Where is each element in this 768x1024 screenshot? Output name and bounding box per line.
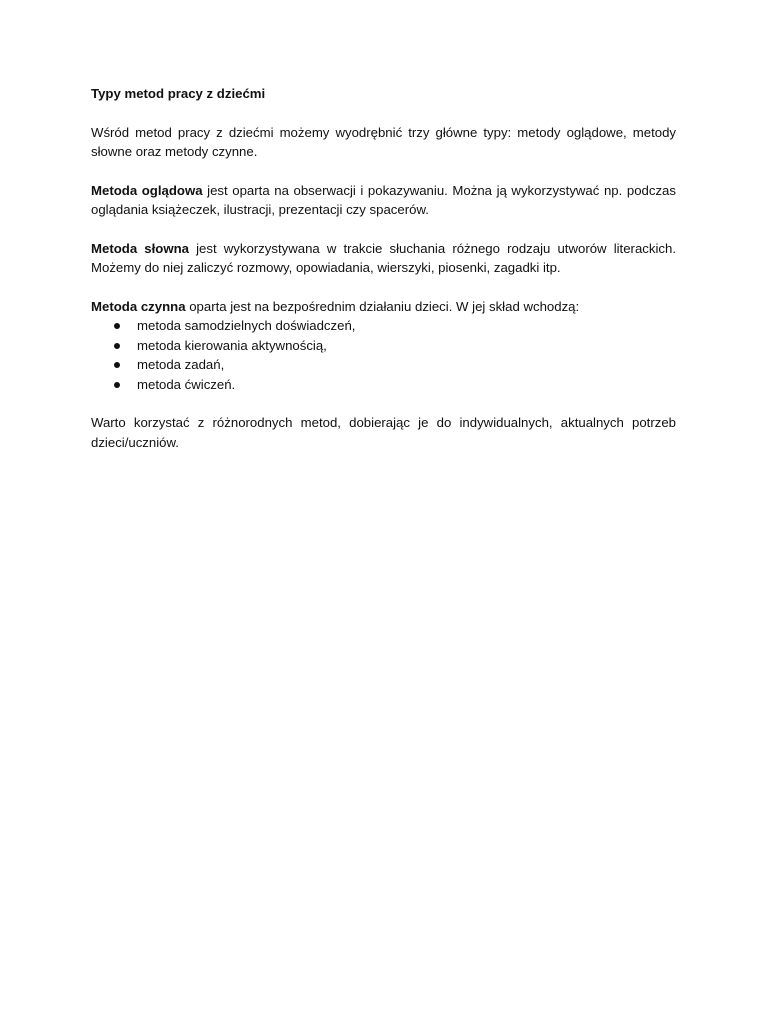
- bullet-icon: [114, 343, 120, 349]
- bullet-icon: [114, 323, 120, 329]
- section-term: Metoda czynna: [91, 298, 186, 314]
- section-term: Metoda słowna: [91, 240, 189, 256]
- section-paragraph: [91, 181, 676, 220]
- list-item: [91, 375, 676, 395]
- section-paragraph: [91, 297, 676, 317]
- section-paragraph: [91, 239, 676, 278]
- section-text: jest oparta na obserwacji i pokazywaniu. Można ją wykorzystywać np. podczas oglądania książeczek, ilustracji, prezentacji czy spacerów.: [91, 182, 676, 217]
- list-item: [91, 355, 676, 375]
- list-item-text: metoda ćwiczeń.: [137, 376, 236, 392]
- intro-paragraph: Wśród metod pracy z dziećmi możemy wyodrębnić trzy główne typy: metody oglądowe, metody słowne oraz metody czynne.: [91, 124, 676, 159]
- bullet-icon: [114, 362, 120, 368]
- document-title: Typy metod pracy z dziećmi: [91, 86, 266, 101]
- section-term: Metoda oglądowa: [91, 182, 203, 198]
- section-text: oparta jest na bezpośrednim działaniu dzieci. W jej skład wchodzą:: [185, 298, 580, 314]
- section-text: jest wykorzystywana w trakcie słuchania różnego rodzaju utworów literackich. Możemy do niej zaliczyć rozmowy, opowiadania, wierszyki, piosenki, zagadki itp.: [91, 240, 676, 275]
- list-item-text: metoda kierowania aktywnością,: [137, 337, 327, 353]
- methods-list: [91, 316, 676, 394]
- list-item: [91, 316, 676, 336]
- list-item-text: metoda zadań,: [137, 357, 225, 372]
- list-item-text: metoda samodzielnych doświadczeń,: [137, 318, 356, 333]
- bullet-icon: [114, 382, 120, 388]
- closing-paragraph: Warto korzystać z różnorodnych metod, dobierając je do indywidualnych, aktualnych potrzeb dzieci/uczniów.: [91, 415, 676, 450]
- document-page: [91, 84, 676, 471]
- list-item: [91, 336, 676, 356]
